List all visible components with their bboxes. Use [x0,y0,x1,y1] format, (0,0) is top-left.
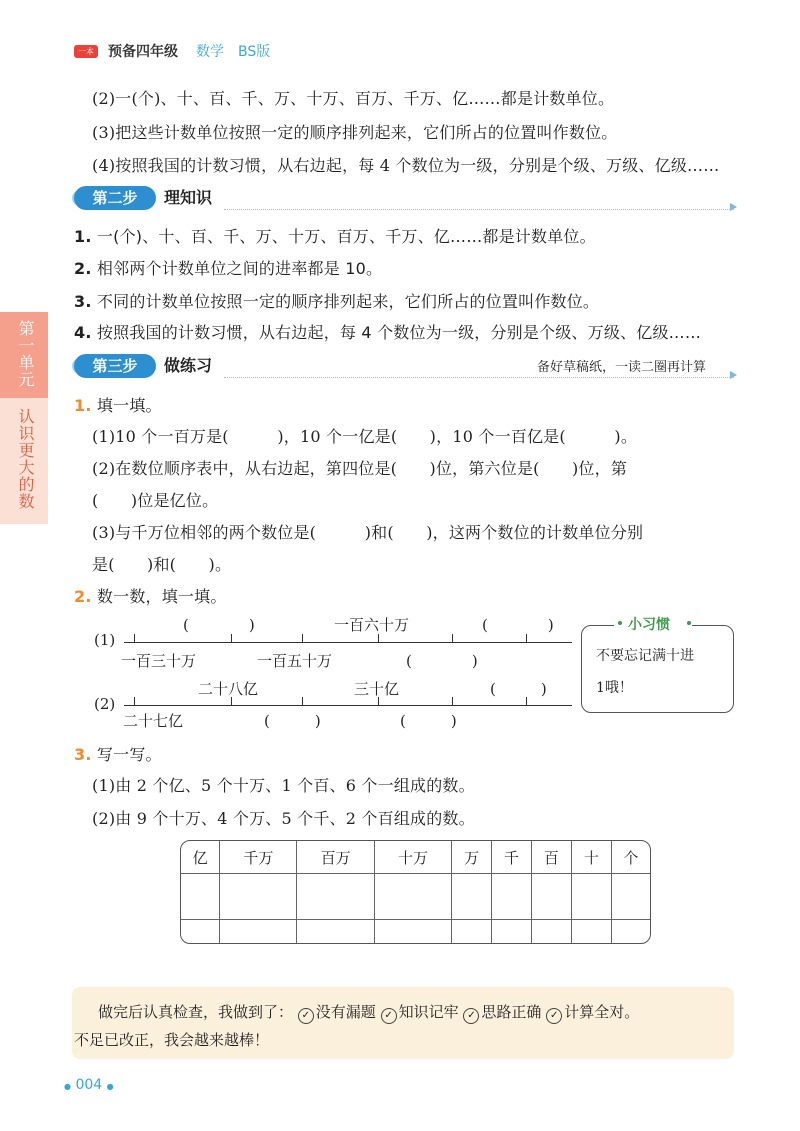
self-check-line-1 [98,1001,639,1024]
table-cell[interactable] [531,920,571,943]
page-number [64,1077,114,1093]
numberline-tick [452,634,453,643]
table-row [181,920,650,943]
table-header-row [181,841,650,874]
table-cell[interactable] [452,874,492,920]
check-circle-icon[interactable]: ✓ [546,1008,562,1024]
check-label: 没有漏题 [315,1003,376,1021]
page-number-text: 004 [75,1077,103,1093]
step3-arrow-icon [730,371,737,379]
knowledge-item-2 [74,256,382,279]
check-label: 计算全对。 [564,1003,640,1021]
intro-line-3: (3)把这些计数单位按照一定的顺序排列起来，它们所占的位置叫作数位。 [92,123,618,142]
numberline-1-bottom-value: 一百五十万 [257,652,333,670]
book-grade: 预备四年级 [108,44,178,60]
table-cell[interactable] [571,874,611,920]
table-cell[interactable] [611,920,650,943]
numberline-2-top-value: 二十八亿 [198,680,259,698]
check-circle-icon[interactable]: ✓ [298,1008,314,1024]
table-row [181,874,650,920]
habit-title: 小习惯 [628,617,670,633]
side-tab-unit [0,312,48,398]
numberline-2-bottom-blank[interactable]: ( ) [264,712,321,730]
q2-num: 2. [74,587,92,606]
page-dot-icon: ● [106,1082,114,1091]
table-cell[interactable] [181,920,220,943]
habit-dot-icon [618,621,622,625]
q1-line-1: (1)10 个一百万是( )，10 个一亿是( )，10 个一百亿是( )。 [92,427,638,446]
table-header-cell: 万 [452,841,492,874]
numberline-1-bottom-value: 一百三十万 [121,652,197,670]
numberline-1-top-blank[interactable]: ( ) [183,616,255,634]
numberline-tick [134,634,135,643]
table-header-cell: 十 [571,841,611,874]
check-circle-icon[interactable]: ✓ [463,1008,479,1024]
table-cell[interactable] [531,874,571,920]
book-subject: 数学 [196,44,224,60]
book-edition: BS版 [238,44,271,60]
q3-line-2: (2)由 9 个十万、4 个万、5 个千、2 个百组成的数。 [92,809,475,828]
step2-title: 理知识 [164,188,213,207]
q1-line-5: 是( )和( )。 [92,555,232,574]
table-cell[interactable] [297,874,374,920]
knowledge-text: 不同的计数单位按照一定的顺序排列起来，它们所占的位置叫作数位。 [96,292,600,311]
q1-heading [74,393,162,416]
numberline-1-axis [124,642,572,643]
q2-title: 数一数，填一填。 [96,587,227,606]
knowledge-num: 4. [74,323,92,342]
habit-text-2: 1哦！ [596,680,633,696]
table-cell[interactable] [220,920,297,943]
page-dot-icon: ● [64,1082,71,1091]
check-label: 知识记牢 [398,1003,459,1021]
table-header-cell: 百 [531,841,571,874]
habit-box [581,625,734,713]
numberline-2-top-blank[interactable]: ( ) [490,680,547,698]
numberline-2-label: (2) [94,695,116,713]
numberline-1-top-value: 一百六十万 [334,616,410,634]
self-check-box [72,987,734,1059]
table-cell[interactable] [374,874,451,920]
numberline-tick [302,697,303,706]
table-cell[interactable] [220,874,297,920]
knowledge-item-1 [74,224,596,247]
step2-rule [224,209,734,210]
place-value-table [180,840,651,944]
table-cell[interactable] [297,920,374,943]
intro-line-2: (2)一(个)、十、百、千、万、十万、百万、千万、亿……都是计数单位。 [92,89,615,108]
numberline-tick [134,697,135,706]
q3-line-1: (1)由 2 个亿、5 个十万、1 个百、6 个一组成的数。 [92,776,475,795]
q3-heading [74,742,162,765]
step2-arrow-icon [730,203,737,211]
step2-pill: 第二步 [74,186,156,210]
numberline-tick [526,634,527,643]
side-tab-topic-label: 认识更大的数 [16,408,35,510]
q1-line-3: ( )位是亿位。 [92,491,219,510]
q2-heading [74,584,227,607]
self-check-prefix: 做完后认真检查，我做到了： [98,1003,294,1021]
numberline-tick [378,634,379,643]
table-header-cell: 个 [611,841,650,874]
numberline-tick [452,697,453,706]
numberline-tick [231,634,232,643]
table-header-cell: 十万 [374,841,451,874]
table-header-cell: 千万 [220,841,297,874]
habit-text-1: 不要忘记满十进 [596,648,694,664]
knowledge-text: 按照我国的计数习惯，从右边起，每 4 个数位为一级，分别是个级、万级、亿级…… [96,323,702,342]
step3-header [74,354,744,378]
numberline-1-bottom-blank[interactable]: ( ) [406,652,478,670]
step2-header [74,186,744,210]
table-cell[interactable] [492,920,532,943]
table-header-cell: 百万 [297,841,374,874]
numberline-tick [302,634,303,643]
numberline-1-label: (1) [94,631,116,649]
knowledge-num: 1. [74,227,92,246]
table-cell[interactable] [181,874,220,920]
habit-dot-icon [687,621,691,625]
intro-line-4: (4)按照我国的计数习惯，从右边起，每 4 个数位为一级，分别是个级、万级、亿级…… [92,156,720,175]
table-header-cell: 千 [492,841,532,874]
check-label: 思路正确 [481,1003,542,1021]
side-tab-topic [0,398,48,524]
numberline-2-bottom-value: 二十七亿 [123,712,184,730]
q1-line-2: (2)在数位顺序表中，从右边起，第四位是( )位，第六位是( )位，第 [92,459,628,478]
self-check-line-2: 不足已改正，我会越来越棒！ [74,1031,270,1049]
table-cell[interactable] [374,920,451,943]
brand-badge: 一本 [74,45,98,58]
knowledge-text: 相邻两个计数单位之间的进率都是 10。 [96,259,383,278]
q3-title: 写一写。 [96,745,162,764]
knowledge-text: 一(个)、十、百、千、万、十万、百万、千万、亿……都是计数单位。 [96,227,596,246]
q1-num: 1. [74,396,92,415]
q1-line-4: (3)与千万位相邻的两个数位是( )和( )，这两个数位的计数单位分别 [92,523,644,542]
knowledge-item-4 [74,320,701,343]
knowledge-num: 3. [74,292,92,311]
table-cell[interactable] [571,920,611,943]
table-header-cell: 亿 [181,841,220,874]
numberline-2-axis [124,705,572,706]
numberline-2-top-value: 三十亿 [354,680,400,698]
table-cell[interactable] [611,874,650,920]
step3-rule [224,377,734,378]
numberline-2-bottom-blank[interactable]: ( ) [400,712,457,730]
step3-pill: 第三步 [74,354,156,378]
q1-title: 填一填。 [96,396,162,415]
side-tab-unit-label: 第一单元 [16,320,35,388]
table-cell[interactable] [452,920,492,943]
step3-title: 做练习 [164,356,213,375]
check-circle-icon[interactable]: ✓ [381,1008,397,1024]
numberline-1-top-blank[interactable]: ( ) [482,616,554,634]
q3-num: 3. [74,745,92,764]
knowledge-num: 2. [74,259,92,278]
step3-note: 备好草稿纸，一读二圈再计算 [537,360,707,375]
knowledge-item-3 [74,289,599,312]
table-cell[interactable] [492,874,532,920]
